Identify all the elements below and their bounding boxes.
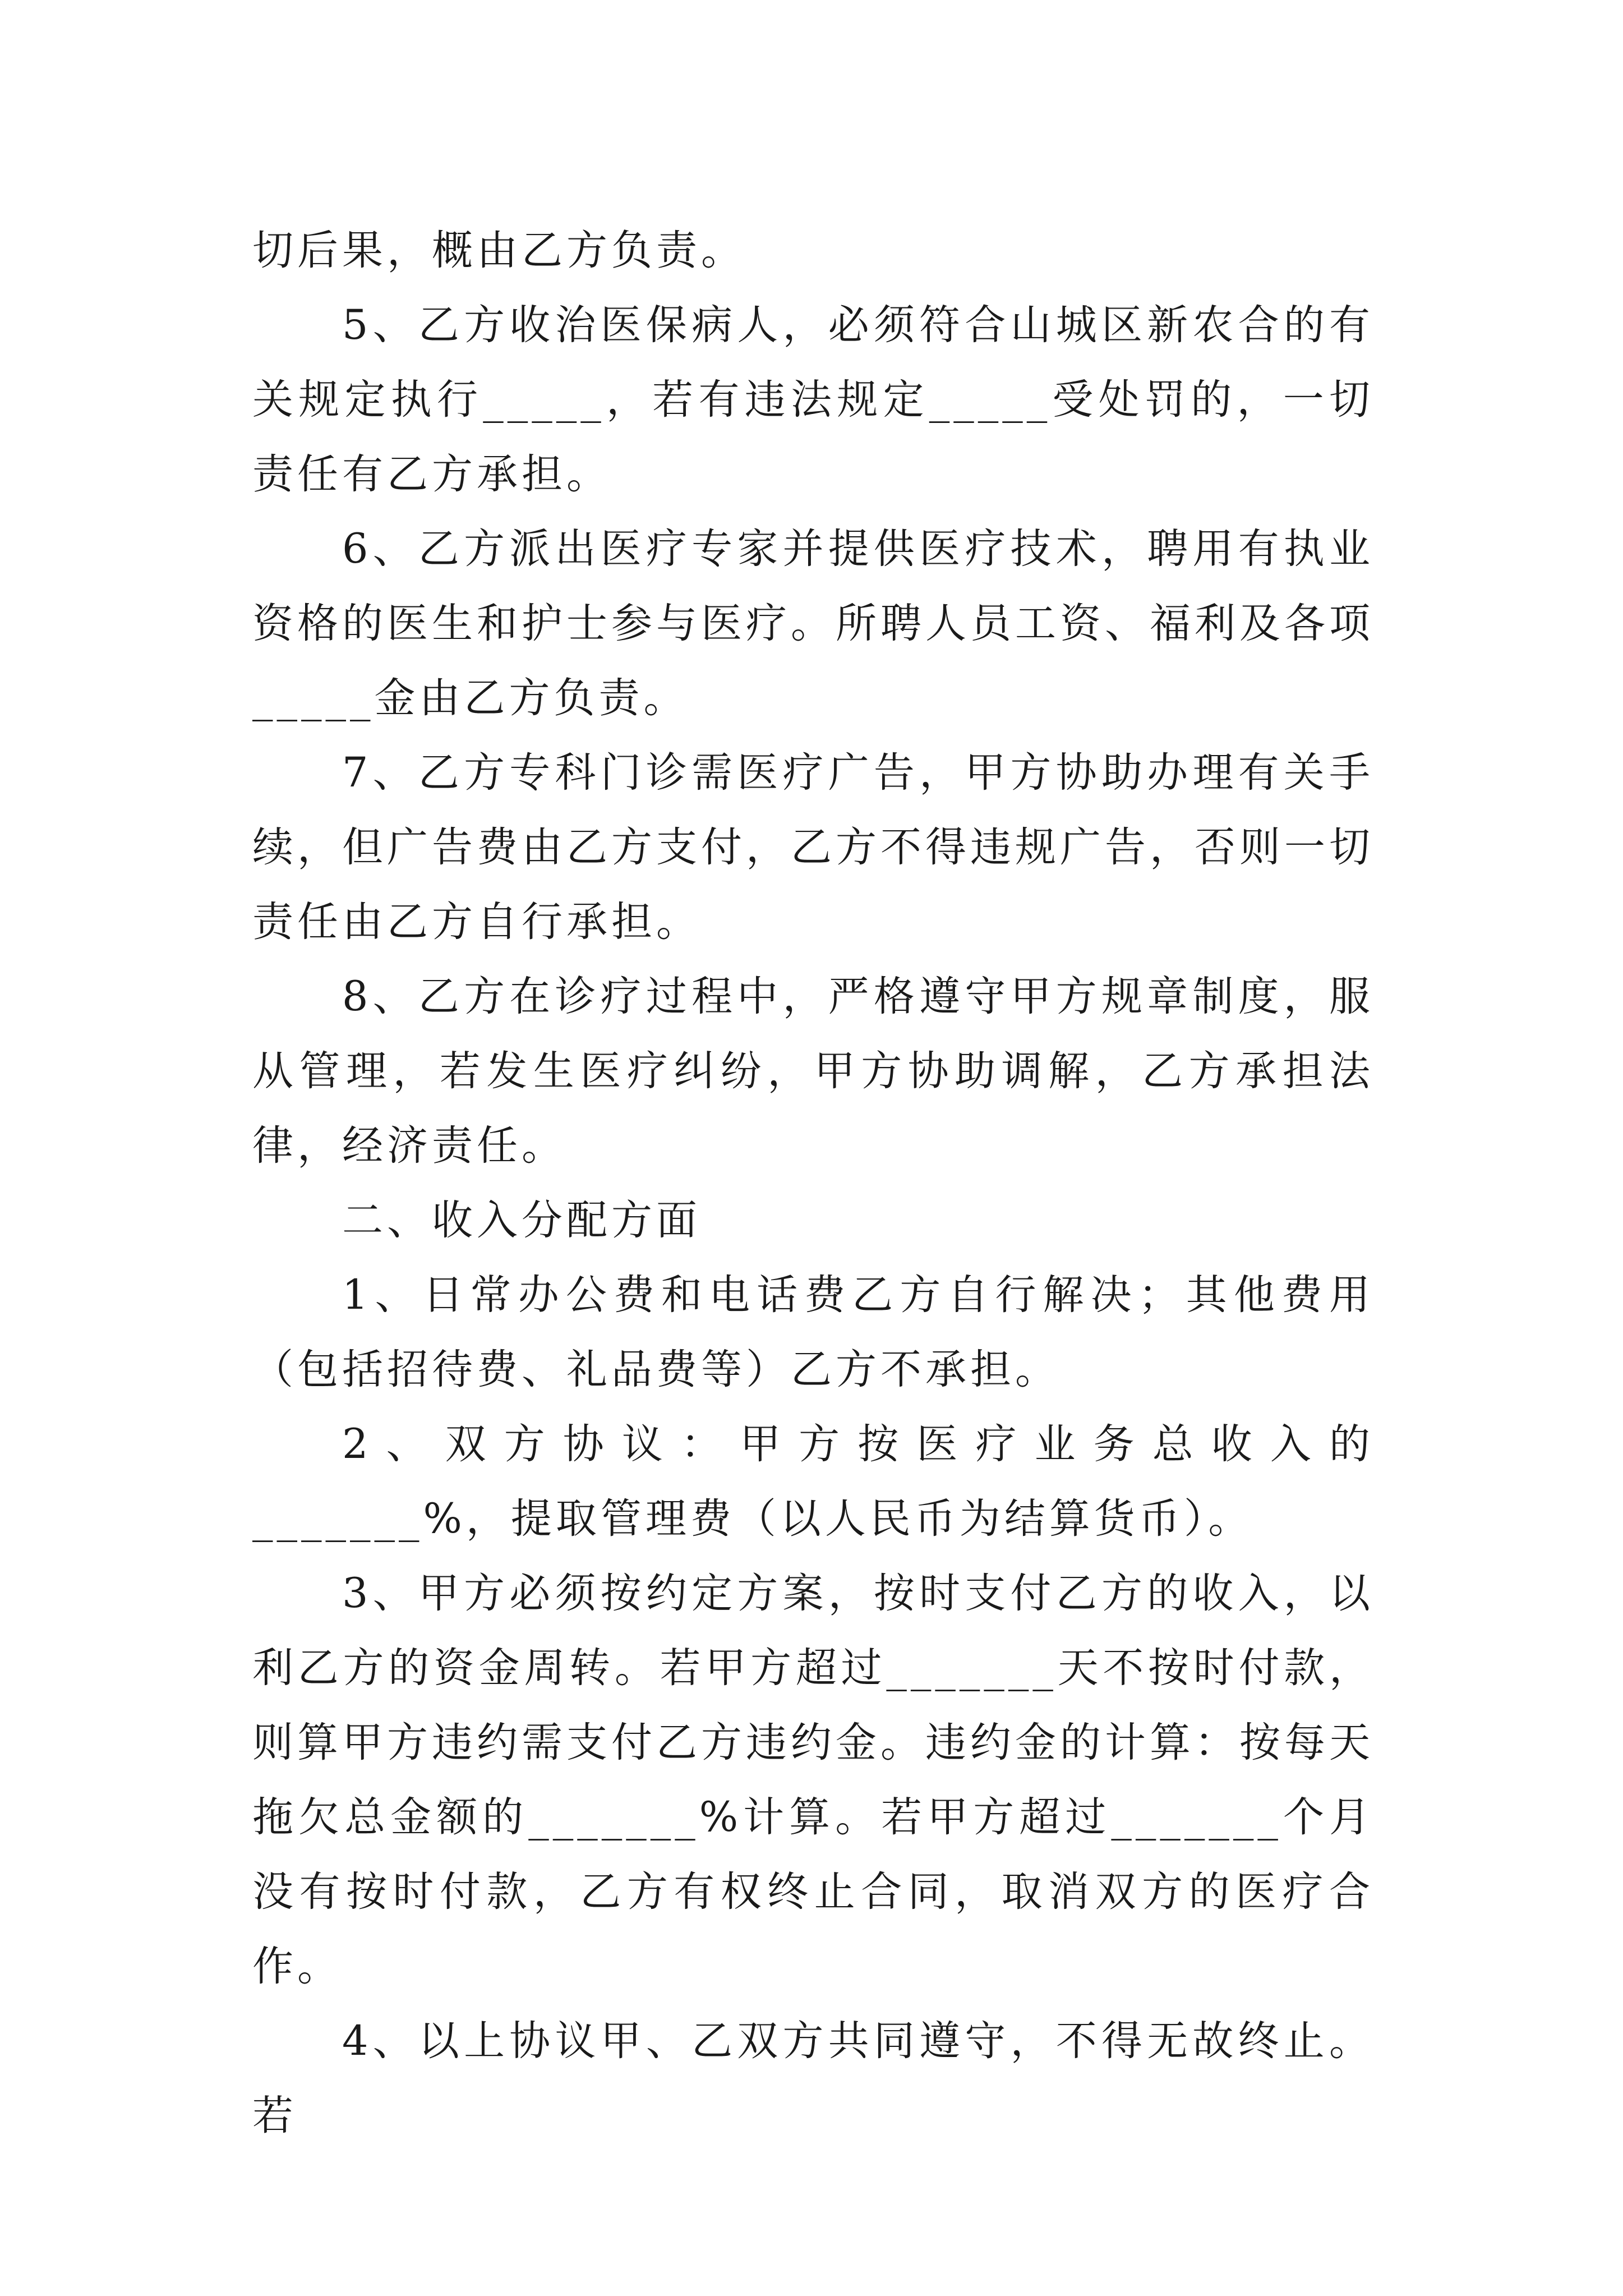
paragraph-income-clause-1: 1、日常办公费和电话费乙方自行解决；其他费用（包括招待费、礼品费等）乙方不承担。 (252, 1271, 1374, 1393)
paragraph-clause-5: 5、乙方收治医保病人，必须符合山城区新农合的有关规定执行_____，若有违法规定_____受处罚的，一切责任有乙方承担。 (252, 301, 1374, 498)
paragraph-clause-6: 6、乙方派出医疗专家并提供医疗技术，聘用有执业资格的医生和护士参与医疗。所聘人员工资、福利及各项_____金由乙方负责。 (252, 525, 1374, 722)
section-heading-income-distribution: 二、收入分配方面 (342, 1197, 701, 1244)
paragraph-income-clause-3: 3、甲方必须按约定方案，按时支付乙方的收入，以利乙方的资金周转。若甲方超过_______天不按时付款，则算甲方违约需支付乙方违约金。违约金的计算：按每天拖欠总金额的_______%计算。若甲方超过_______个月没有按时付款，乙方有权终止合同，取消双方的医疗合作。 (252, 1570, 1374, 1990)
paragraph-clause-8: 8、乙方在诊疗过程中，严格遵守甲方规章制度，服从管理，若发生医疗纠纷，甲方协助调解，乙方承担法律，经济责任。 (252, 973, 1374, 1170)
paragraph-income-clause-2: 2、双方协议：甲方按医疗业务总收入的_______%，提取管理费（以人民币为结算货币）。 (252, 1420, 1374, 1543)
paragraph-continuation: 切后果，概由乙方负责。 (252, 227, 746, 274)
document-body (252, 213, 1374, 2153)
paragraph-clause-7: 7、乙方专科门诊需医疗广告，甲方协助办理有关手续，但广告费由乙方支付，乙方不得违规广告，否则一切责任由乙方自行承担。 (252, 749, 1374, 946)
paragraph-income-clause-4: 4、以上协议甲、乙双方共同遵守，不得无故终止。若 (252, 2017, 1374, 2139)
